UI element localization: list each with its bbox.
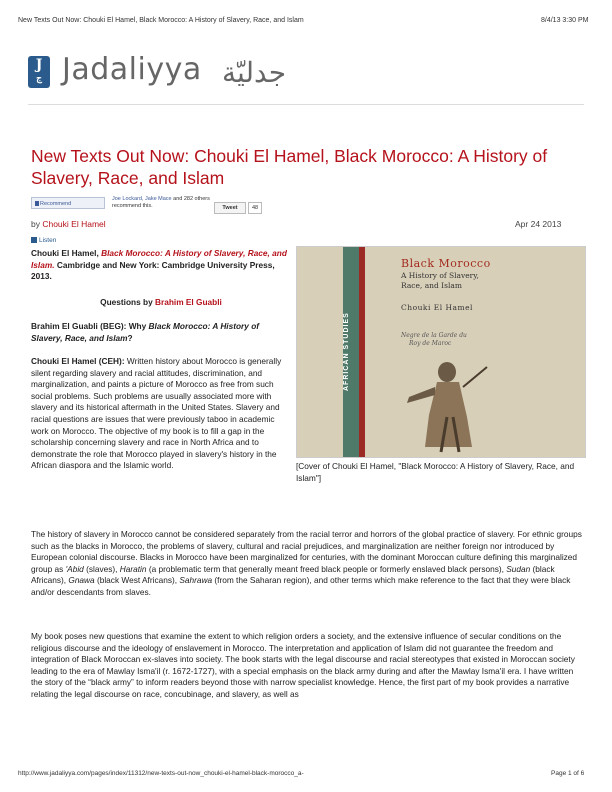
recommend-count-text: and 282 others recommend this. [112, 196, 210, 209]
para2-text-1: The history of slavery in Morocco cannot be considered separately from the racial terror and horrors of the global practice of slavery. For ethnic groups such as the blacks in Morocco, the problems of slavery, cultural and racial prejudices, and marginalization are neither foreign nor introduced by European colonial discourse. Blacks in Morocco have been marginalized for centuries, with the dominant Moroccan culture defining this marginalized group as [31, 529, 582, 574]
byline-prefix: by [31, 219, 43, 229]
header-divider [28, 104, 584, 105]
answer-1-speaker: Chouki El Hamel (CEH): [31, 356, 125, 366]
cover-spine-label: AFRICAN STUDIES [343, 247, 359, 457]
term-haratin: Haratin [119, 563, 147, 574]
para2-text-2: (slaves), [83, 563, 120, 574]
recommend-names[interactable]: Joe Lockard, Jake Mace [112, 196, 172, 202]
para2-text-4: (black Africans), [31, 563, 555, 586]
logo-mark-latin: J [35, 57, 43, 73]
cover-subtitle: A History of Slavery, Race, and Islam [401, 271, 479, 290]
questions-credit [31, 297, 291, 309]
listen-label: Listen [39, 237, 57, 244]
question-1-lead: Brahim El Guabli (BEG): Why [31, 321, 149, 331]
svg-text:Negre de la Garde du: Negre de la Garde du [401, 332, 467, 339]
svg-text:Roy de Maroc: Roy de Maroc [409, 340, 452, 347]
question-1-book: Black Morocco: A History of Slavery, Race, and Islam [31, 321, 260, 343]
para2-text-3: (a problematic term that generally meant freed black people or formerly enslaved black persons), [146, 563, 507, 574]
term-sahrawa: Sahrawa [179, 575, 213, 586]
article-date: Apr 24 2013 [515, 219, 562, 229]
term-abid: 'Abid [65, 563, 84, 574]
print-header-title: New Texts Out Now: Chouki El Hamel, Black Morocco: A History of Slavery, Race, and Islam [18, 17, 304, 24]
paragraph-slavery-history [31, 529, 587, 599]
print-footer-url: http://www.jadaliyya.com/pages/index/11312/new-texts-out-now_chouki-el-hamel-black-morocco_a- [18, 770, 304, 777]
print-footer-page: Page 1 of 6 [551, 770, 585, 777]
speaker-icon [31, 237, 37, 243]
book-citation [31, 248, 291, 283]
recommend-text [112, 196, 212, 210]
paragraph-book-questions: My book poses new questions that examine the extent to which religion orders a society, and the extensive influence of secular conditions on the religious discourse and the ideology of enslavement in Morocco. The interpretation and application of Islam did not guarantee the freedom and integration of Black Moroccan ex-slaves into society. The book starts with the legal discourse and racial stereotypes that existed in Moroccan society leading to the era of Mawlay Isma'il (r. 1672-1727), with a special emphasis on the black army during and after the Mawlay Isma'il era. I have written the story of the “black army” to inform readers beyond those with narrow specialist knowledge. Hence, the first part of my book provides a narrative relating the legal discourse on race, concubinage, and slavery, as well as [31, 631, 575, 699]
print-header-timestamp: 8/4/13 3:30 PM [541, 17, 589, 24]
listen-button[interactable] [31, 237, 56, 244]
term-sudan: Sudan [506, 563, 531, 574]
cover-title: Black Morocco [401, 257, 491, 270]
author-link[interactable]: Chouki El Hamel [42, 219, 106, 229]
question-1-end: ? [127, 332, 133, 343]
para2-text-5: (black West Africans), [94, 575, 180, 586]
interviewer-link[interactable]: Brahim El Guabli [155, 297, 222, 307]
recommend-button[interactable]: Recommend [31, 197, 105, 209]
site-logo-mark[interactable] [28, 56, 50, 88]
questions-prefix: Questions by [100, 297, 155, 307]
cover-figure-illustration [297, 247, 585, 457]
book-cover-image [296, 246, 586, 458]
citation-author: Chouki El Hamel, [31, 248, 102, 258]
citation-book-link[interactable]: Black Morocco: A History of Slavery, Race, and Islam. [31, 248, 287, 270]
cover-author: Chouki El Hamel [401, 303, 473, 312]
site-logo-name[interactable]: Jadaliyya [62, 52, 202, 87]
article-title: New Texts Out Now: Chouki El Hamel, Black Morocco: A History of Slavery, Race, and Islam [31, 146, 548, 188]
cover-caption: [Cover of Chouki El Hamel, "Black Morocco: A History of Slavery, Race, and Islam"] [296, 461, 575, 483]
tweet-count: 48 [248, 202, 262, 214]
question-1 [31, 321, 291, 344]
site-logo-arabic[interactable]: جدليّة [222, 56, 286, 89]
logo-mark-arabic: ج [36, 74, 42, 84]
para2-text-6: (from the Saharan region), and other terms which make reference to the fact that they were black and/or descendants from slaves. [31, 575, 571, 597]
citation-publisher: Cambridge and New York: Cambridge University Press, 2013. [31, 259, 275, 282]
term-gnawa: Gnawa [68, 575, 95, 586]
answer-1-text: Written history about Morocco is generally silent regarding slavery and racial attitudes, discrimination, and marginalization, and paints a picture of Morocco as free from such social problems. Such problems are usually associated more with slavery and its historical aftermath in the United States. Slavery and racial questions are issues that were previously taboo in academic work on Morocco. The objective of my book is to fill a gap in the scholarship concerning slavery and race in North Africa and to demonstrate the role that Morocco played in slavery's history in the African diaspora and the Islamic world. [31, 356, 282, 471]
tweet-button[interactable]: Tweet [214, 202, 246, 214]
answer-1 [31, 356, 291, 472]
byline [31, 219, 106, 229]
